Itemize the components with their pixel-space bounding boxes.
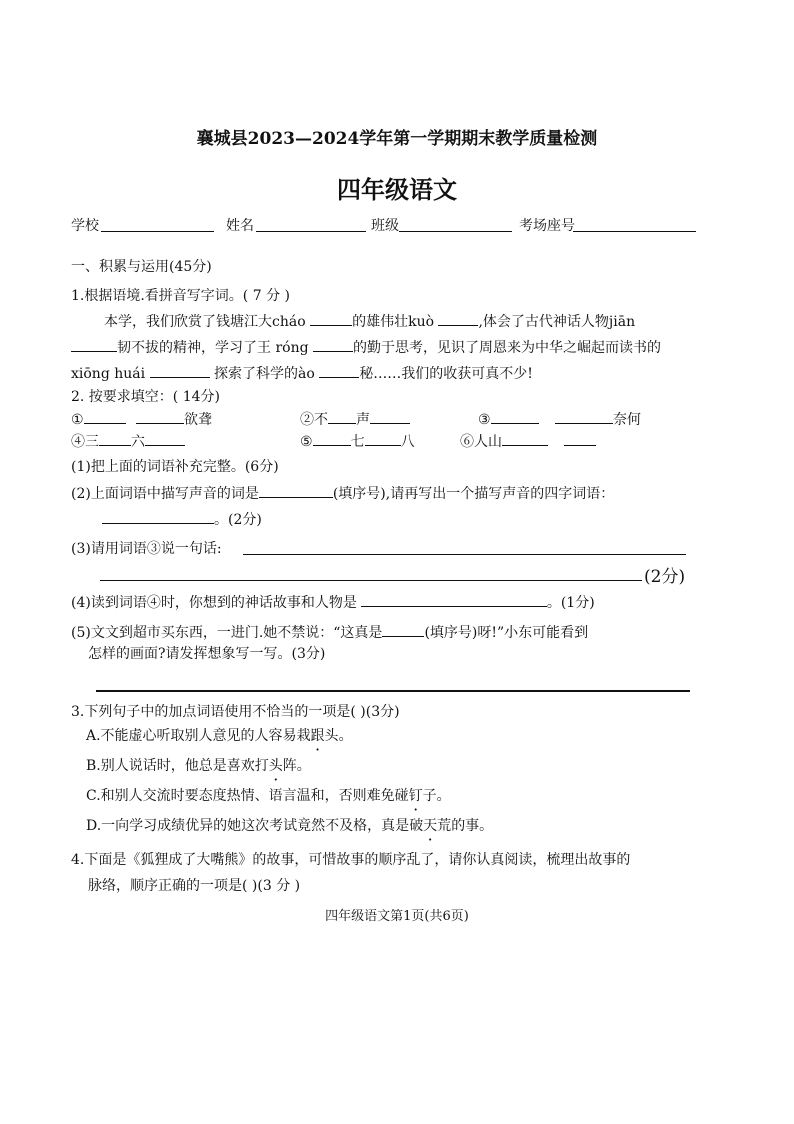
info-school-label: 学校 <box>71 218 99 234</box>
q3-option-a[interactable] <box>86 726 353 746</box>
q1-line3 <box>71 363 533 384</box>
blank-chao[interactable] <box>310 311 352 326</box>
q3-dotted-word: 碰钉子 <box>394 788 437 804</box>
info-seat-label: 考场座号 <box>519 218 575 234</box>
q2-item-number: ③ <box>478 412 491 428</box>
blank[interactable] <box>564 431 596 446</box>
info-name-label: 姓名 <box>226 218 254 234</box>
info-school-field[interactable] <box>101 231 214 232</box>
answer-line[interactable] <box>243 554 686 555</box>
exam-title: 襄城县2023—2024学年第一学期期末教学质量检测 <box>196 129 598 149</box>
q1-line2 <box>71 337 661 358</box>
q2-sub5-cont: 怎样的画面?请发挥想象写一写。(3分) <box>88 646 326 662</box>
blank[interactable] <box>328 409 356 424</box>
info-class-label: 班级 <box>371 218 399 234</box>
q3-option-text: 的事。 <box>451 818 494 834</box>
q2-item-text: ④三 <box>71 434 99 450</box>
q1-line1 <box>104 311 635 332</box>
page-footer: 四年级语文第1页(共6页) <box>325 909 469 924</box>
q3-option-c[interactable] <box>86 786 451 806</box>
q2-sub2 <box>71 483 614 504</box>
q2-item-5 <box>300 431 415 452</box>
q3-stem: 3.下列句子中的加点词语使用不恰当的一项是( )(3分) <box>71 704 400 720</box>
q3-option-b[interactable] <box>86 756 311 776</box>
q1-text: 韧不拔的精神，学习了王 róng <box>117 340 309 356</box>
blank-ao[interactable] <box>319 363 359 378</box>
q3-option-text: B.别人说话时，他总是喜欢 <box>86 758 255 774</box>
q3-dotted-word: 破天荒 <box>409 818 452 834</box>
q1-text: 探索了科学的ào <box>214 366 315 382</box>
q2-sub2-text: (填序号),请再写出一个描写声音的四字词语： <box>332 486 615 502</box>
q3-option-d[interactable] <box>86 816 493 836</box>
q2-item-text: ⑥人山 <box>460 434 502 450</box>
q2-item-text: 欲聋 <box>184 412 213 428</box>
blank-rong[interactable] <box>313 337 353 352</box>
q2-item-4 <box>71 431 185 452</box>
blank-kuo[interactable] <box>438 311 478 326</box>
q2-item-text: 六 <box>131 434 145 450</box>
blank[interactable] <box>136 409 184 424</box>
q3-option-text: A.不能虚心听取别人意见的人容易 <box>86 728 297 744</box>
q2-item-number: ⑤ <box>300 434 313 450</box>
blank[interactable] <box>502 431 548 446</box>
q3-option-text: 。 <box>338 728 353 744</box>
blank[interactable] <box>382 622 424 637</box>
q2-item-text: ②不 <box>300 412 328 428</box>
q2-item-text: 奈何 <box>613 412 642 428</box>
q2-item-1 <box>71 409 212 430</box>
q2-sub5-text: (5)文文到超市买东西，一进门.她不禁说：“这真是 <box>71 625 383 641</box>
blank[interactable] <box>84 409 126 424</box>
q4-line2: 脉络，顺序正确的一项是( )(3 分 ) <box>88 878 301 894</box>
q1-text: 的勤于思考，见识了周恩来为中华之崛起而读书的 <box>353 340 662 356</box>
q3-option-text: C.和别人交流时要态度热情、语言温和，否则难免 <box>86 788 395 804</box>
q2-item-text: 八 <box>400 434 415 450</box>
q1-text: 本学，我们欣赏了钱塘江大cháo <box>104 314 306 330</box>
blank[interactable] <box>370 409 410 424</box>
q2-item-2 <box>300 409 410 430</box>
blank[interactable] <box>313 431 351 446</box>
exam-subtitle: 四年级语文 <box>337 175 457 204</box>
q3-dotted-word: 栽跟头 <box>296 728 339 744</box>
blank[interactable] <box>102 509 214 524</box>
q2-sub2-text: 。(2分) <box>214 512 262 528</box>
q2-sub3-score: (2分) <box>644 567 686 587</box>
blank[interactable] <box>491 409 539 424</box>
q2-sub2-text: (2)上面词语中描写声音的词是 <box>71 486 259 502</box>
blank-jian[interactable] <box>71 337 117 352</box>
q3-option-text: D.一向学习成绩优异的她这次考试竟然不及格，真是 <box>86 818 410 834</box>
answer-line[interactable] <box>100 580 642 581</box>
q2-item-text: 七 <box>350 434 365 450</box>
blank[interactable] <box>99 431 131 446</box>
blank[interactable] <box>259 483 333 498</box>
q3-option-text: 。 <box>436 788 451 804</box>
q1-text: ,体会了古代神话人物jiān <box>478 314 636 330</box>
answer-line[interactable] <box>96 690 690 692</box>
q2-sub3: (3)请用词语③说一句话: <box>71 541 222 557</box>
q2-sub1: (1)把上面的词语补充完整。(6分) <box>71 459 279 475</box>
q2-item-6 <box>460 431 596 452</box>
info-seat-field[interactable] <box>573 231 696 232</box>
section1-heading: 一、积累与运用(45分) <box>71 259 212 275</box>
q2-stem: 2. 按要求填空：( 14分) <box>71 389 220 405</box>
info-class-field[interactable] <box>399 231 512 232</box>
q2-sub5 <box>71 622 588 643</box>
blank[interactable] <box>365 431 401 446</box>
q3-option-text: 。 <box>296 758 311 774</box>
q1-text: xiōng huái <box>71 366 146 382</box>
blank[interactable] <box>145 431 185 446</box>
blank[interactable] <box>555 409 613 424</box>
q2-sub2-cont <box>102 509 262 530</box>
q2-sub4-text: (4)读到词语④时，你想到的神话故事和人物是 <box>71 595 357 611</box>
q1-stem: 1.根据语境.看拼音写字词。( 7 分 ) <box>71 288 290 304</box>
q2-item-text: 声 <box>356 412 370 428</box>
q2-sub4-text: 。(1分) <box>546 595 595 611</box>
q1-text: 秘……我们的收获可真不少! <box>359 366 533 382</box>
q4-line1: 4.下面是《狐狸成了大嘴熊》的故事，可惜故事的顺序乱了，请你认真阅读，梳理出故事的 <box>71 852 631 868</box>
blank[interactable] <box>361 592 547 607</box>
blank-xionghuai[interactable] <box>150 363 210 378</box>
q2-sub5-text: (填序号)呀!”小东可能看到 <box>424 625 589 641</box>
q3-dotted-word: 打头阵 <box>254 758 297 774</box>
q2-sub4 <box>71 592 595 613</box>
q2-item-number: ① <box>71 412 84 428</box>
info-name-field[interactable] <box>256 231 366 232</box>
q2-item-3 <box>478 409 641 430</box>
q1-text: 的雄伟壮kuò <box>352 314 435 330</box>
